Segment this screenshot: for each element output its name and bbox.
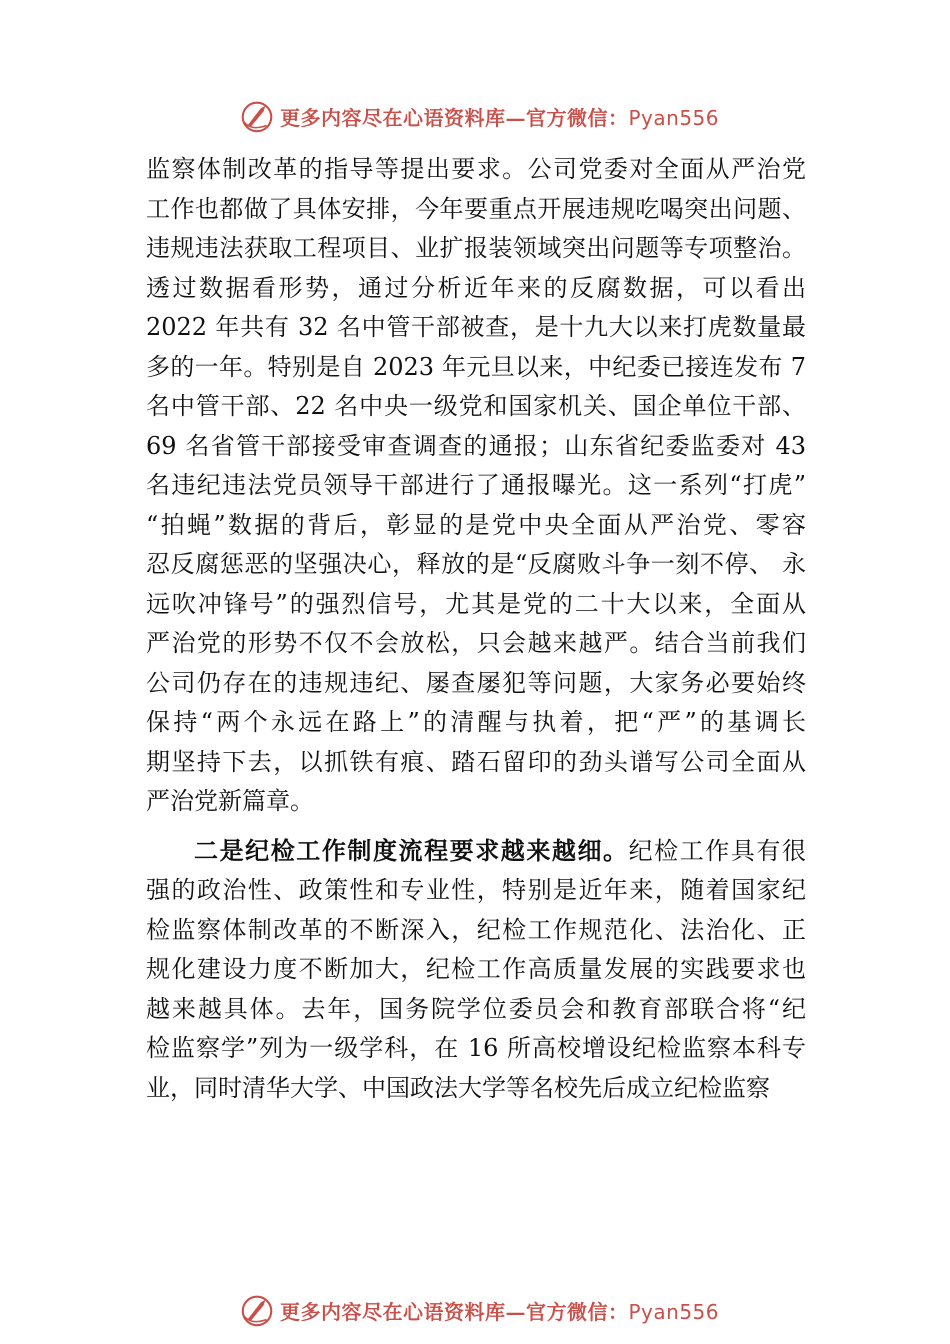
watermark-wechat-id: Pyan556 (628, 1299, 720, 1324)
header-watermark (238, 96, 719, 136)
text-line: 69 名省管干部接受审查调查的通报；山东省纪委监委对 43 (146, 431, 806, 460)
text-line: 期坚持下去，以抓铁有痕、踏石留印的劲头谱写公司全面从 (146, 747, 806, 776)
footer-watermark (238, 1290, 719, 1330)
text-line: 违规违法获取工程项目、业扩报装领域突出问题等专项整治。 (146, 234, 806, 262)
text-line: 工作也都做了具体安排，今年要重点开展违规吃喝突出问题、 (146, 194, 806, 223)
document-body (146, 150, 806, 1108)
watermark-text: 更多内容尽在心语资料库—官方微信：Pyan556 (280, 1299, 720, 1324)
watermark-wechat-id: Pyan556 (628, 105, 720, 130)
text-line (146, 832, 806, 872)
text-line: 名中管干部、22 名中央一级党和国家机关、国企单位干部、 (146, 392, 806, 420)
pen-nib-circle-icon (238, 97, 276, 135)
text-line: 保持“两个永远在路上”的清醒与执着，把“严”的基调长 (146, 708, 806, 736)
text-line: 远吹冲锋号”的强烈信号，尤其是党的二十大以来，全面从 (146, 589, 806, 618)
pen-nib-circle-icon (238, 1291, 276, 1329)
text-line: 检监察体制改革的不断深入，纪检工作规范化、法治化、正 (146, 915, 806, 944)
watermark-text: 更多内容尽在心语资料库—官方微信：Pyan556 (280, 105, 720, 130)
text-line: 严治党新篇章。 (146, 787, 314, 815)
text-line: 多的一年。特别是自 2023 年元旦以来，中纪委已接连发布 7 (146, 352, 806, 381)
text-line: 业，同时清华大学、中国政法大学等名校先后成立纪检监察 (146, 1073, 770, 1102)
text-line: 越来越具体。去年，国务院学位委员会和教育部联合将“纪 (146, 994, 806, 1023)
text-line: 监察体制改革的指导等提出要求。公司党委对全面从严治党 (146, 155, 806, 183)
paragraph (146, 150, 806, 822)
text-line: 检监察学”列为一级学科，在 16 所高校增设纪检监察本科专 (146, 1034, 806, 1062)
text-line: 公司仍存在的违规违纪、屡查屡犯等问题，大家务必要始终 (146, 668, 806, 697)
text-line: 忍反腐惩恶的坚强决心，释放的是“反腐败斗争一刻不停、 永 (146, 550, 806, 578)
text-line: 透过数据看形势，通过分析近年来的反腐数据，可以看出 (146, 273, 806, 302)
text-line: 强的政治性、政策性和专业性，特别是近年来，随着国家纪 (146, 876, 806, 904)
paragraph (146, 832, 806, 1109)
section-heading: 二是纪检工作制度流程要求越来越细。 (194, 836, 629, 865)
text-line: 2022 年共有 32 名中管干部被查，是十九大以来打虎数量最 (146, 313, 806, 341)
text-line: 严治党的形势不仅不会放松，只会越来越严。结合当前我们 (146, 629, 806, 657)
text-line: 规化建设力度不断加大，纪检工作高质量发展的实践要求也 (146, 955, 806, 983)
text-line: 名违纪违法党员领导干部进行了通报曝光。这一系列“打虎” (146, 471, 806, 499)
text-line: “拍蝇”数据的背后，彰显的是党中央全面从严治党、零容 (146, 510, 806, 539)
text-span: 纪检工作具有很 (628, 836, 807, 865)
